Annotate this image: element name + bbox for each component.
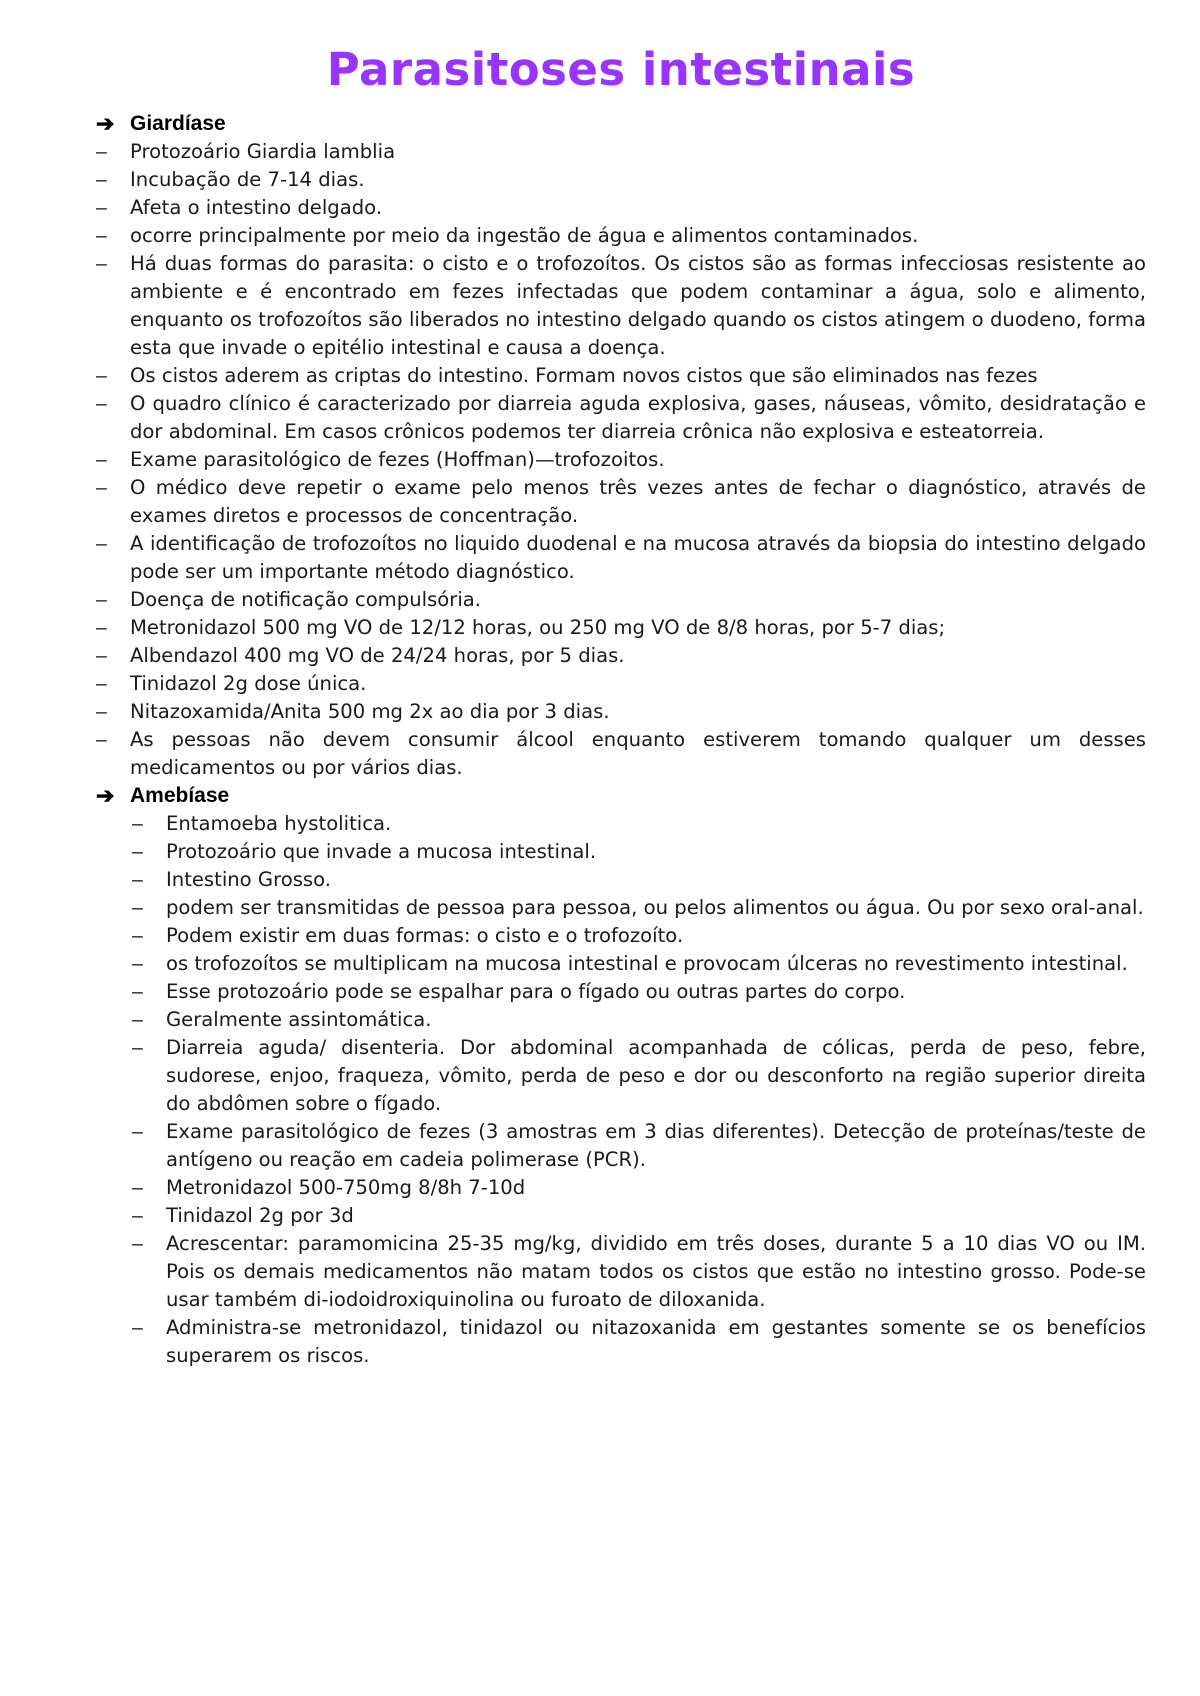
list-item: – podem ser transmitidas de pessoa para pessoa, ou pelos alimentos ou água. Ou por sexo oral-anal. [132,896,1144,919]
list-item: – Afeta o intestino delgado. [96,196,383,219]
section-heading-label: Amebíase [130,784,230,807]
list-item: – As pessoas não devem consumir álcool enquanto estiverem tomando qualquer um desses medicamentos ou por vários dias. [96,728,1146,779]
list-item: – Tinidazol 2g dose única. [96,672,367,695]
list-item: – Entamoeba hystolitica. [132,812,392,835]
bullet-list [96,810,1146,1370]
bullet-list [96,138,1146,782]
list-item: – Metronidazol 500-750mg 8/8h 7-10d [132,1176,526,1199]
list-item: – Protozoário que invade a mucosa intestinal. [132,840,597,863]
list-item: – Administra-se metronidazol, tinidazol ou nitazoxanida em gestantes somente se os benefícios superarem os riscos. [132,1316,1146,1367]
list-item: – ocorre principalmente por meio da ingestão de água e alimentos contaminados. [96,224,919,247]
list-item: – Metronidazol 500 mg VO de 12/12 horas, ou 250 mg VO de 8/8 horas, por 5-7 dias; [96,616,946,639]
section-giardiase [96,110,1146,782]
list-item: – Doença de notificação compulsória. [96,588,482,611]
list-item: – Diarreia aguda/ disenteria. Dor abdominal acompanhada de cólicas, perda de peso, febre, sudorese, enjoo, fraqueza, vômito, perda de peso e dor ou desconforto na região superior direita do abdômen sobre o fígado. [132,1036,1146,1115]
section-amebiase [96,782,1146,1370]
list-item: – Albendazol 400 mg VO de 24/24 horas, por 5 dias. [96,644,625,667]
right-arrow-icon: ➔ [96,111,115,136]
list-item: – Há duas formas do parasita: o cisto e o trofozoítos. Os cistos são as formas infecciosas resistente ao ambiente e é encontrado em fezes infectadas que podem contaminar a água, solo e alimento, enquanto os trofozoítos são liberados no intestino delgado quando os cistos atingem o duodeno, forma esta que invade o epitélio intestinal e causa a doença. [96,252,1146,359]
list-item: – Esse protozoário pode se espalhar para o fígado ou outras partes do corpo. [132,980,906,1003]
list-item: – Acrescentar: paramomicina 25-35 mg/kg, dividido em três doses, durante 5 a 10 dias VO ou IM. Pois os demais medicamentos não matam todos os cistos que estão no intestino grosso. Pode-se usar também di-iodoidroxiquinolina ou furoato de diloxanida. [132,1232,1146,1311]
list-item: – Nitazoxamida/Anita 500 mg 2x ao dia por 3 dias. [96,700,610,723]
list-item: – Exame parasitológico de fezes (3 amostras em 3 dias diferentes). Detecção de proteínas/teste de antígeno ou reação em cadeia polimerase (PCR). [132,1120,1146,1171]
right-arrow-icon: ➔ [96,783,115,808]
list-item: – Protozoário Giardia lamblia [96,140,396,163]
list-item: – Geralmente assintomática. [132,1008,432,1031]
document-page [96,40,1146,1370]
list-item: – O quadro clínico é caracterizado por diarreia aguda explosiva, gases, náuseas, vômito, desidratação e dor abdominal. Em casos crônicos podemos ter diarreia crônica não explosiva e esteatorreia. [96,392,1146,443]
list-item: – Os cistos aderem as criptas do intestino. Formam novos cistos que são eliminados nas fezes [96,364,1038,387]
section-heading [96,110,1146,138]
list-item: – A identificação de trofozoítos no liquido duodenal e na mucosa através da biopsia do intestino delgado pode ser um importante método diagnóstico. [96,532,1146,583]
page-title: Parasitoses intestinais [326,43,916,96]
section-heading-label: Giardíase [130,112,226,135]
list-item: – os trofozoítos se multiplicam na mucosa intestinal e provocam úlceras no revestimento intestinal. [132,952,1128,975]
section-heading [96,782,1146,810]
list-item: – Podem existir em duas formas: o cisto e o trofozoíto. [132,924,684,947]
list-item: – Exame parasitológico de fezes (Hoffman)—trofozoitos. [96,448,665,471]
list-item: – Tinidazol 2g por 3d [132,1204,354,1227]
list-item: – Incubação de 7-14 dias. [96,168,365,191]
list-item: – Intestino Grosso. [132,868,331,891]
list-item: – O médico deve repetir o exame pelo menos três vezes antes de fechar o diagnóstico, através de exames diretos e processos de concentração. [96,476,1146,527]
